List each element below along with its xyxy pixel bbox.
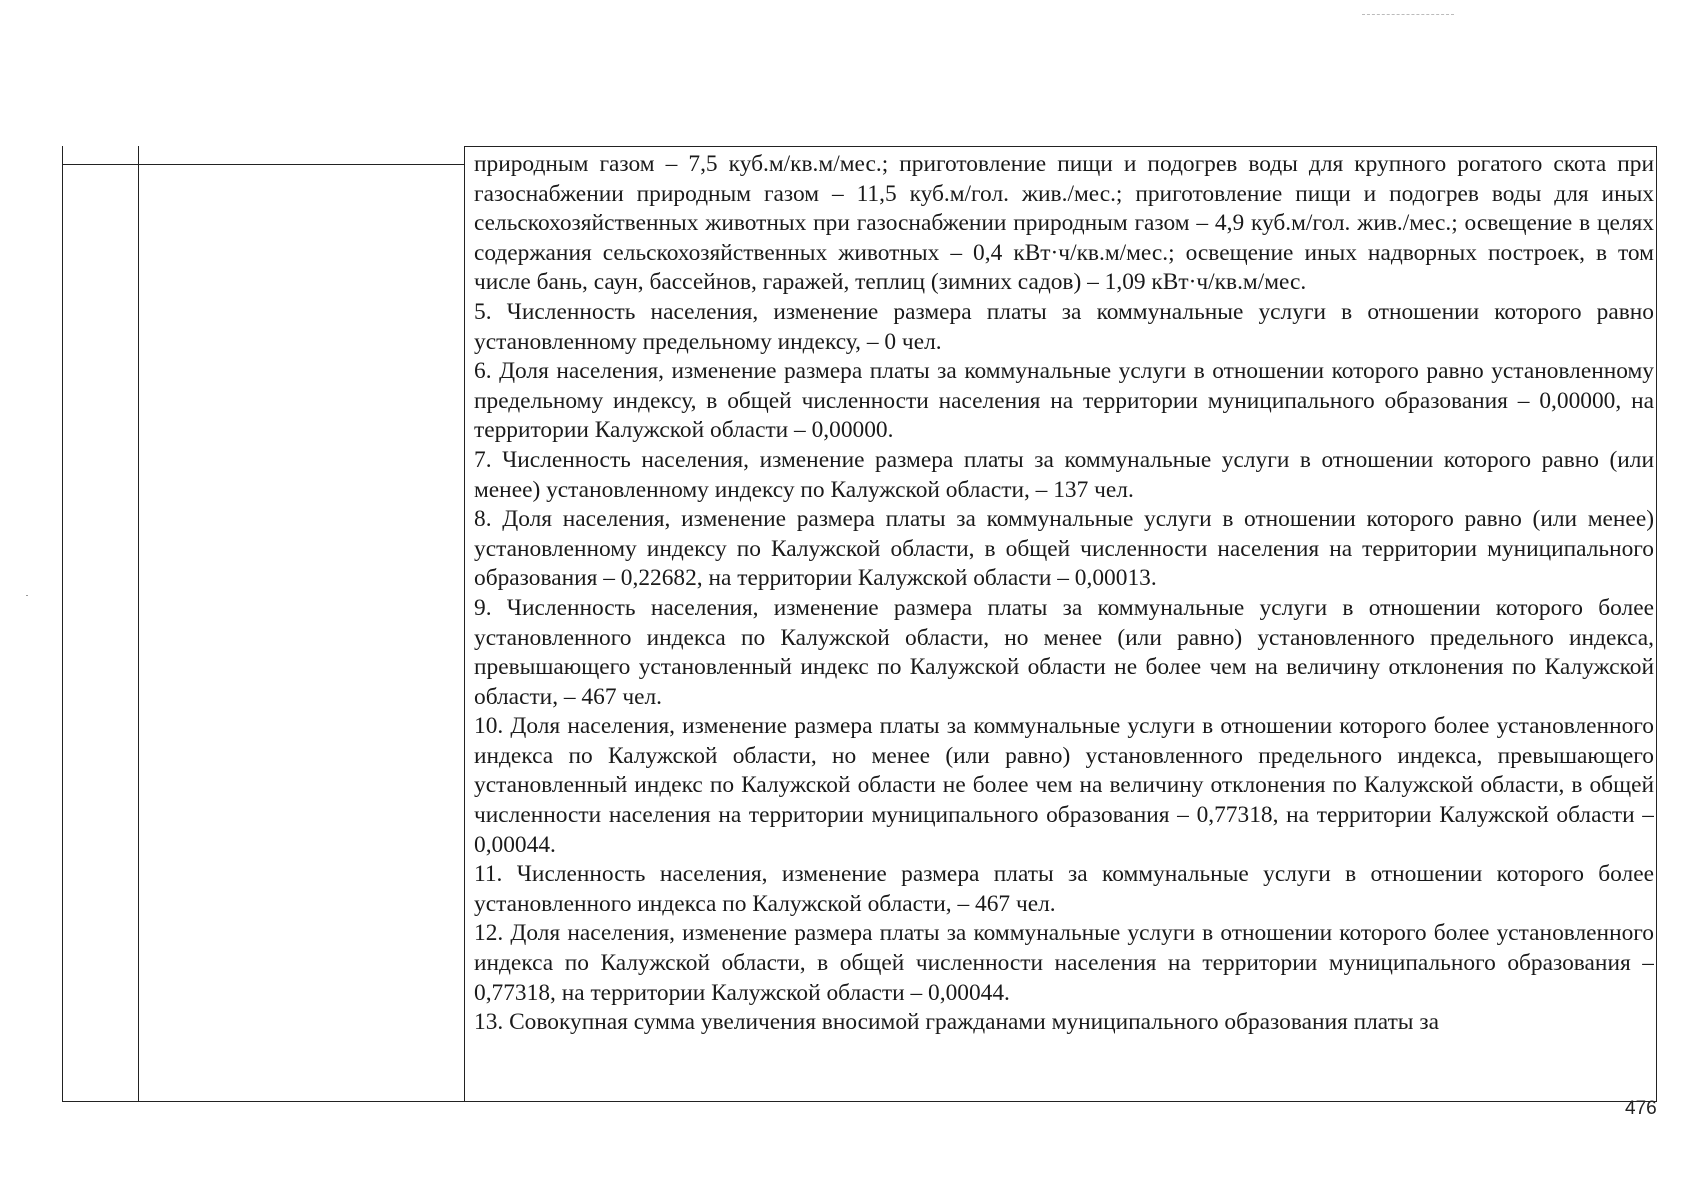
page-number: 476 [1625,1098,1657,1119]
paragraph-item-5: 5. Численность населения, изменение размера платы за коммунальные услуги в отношении которого равно установленному предельному индексу, – 0 чел. [474,298,1654,355]
scan-artifact-mark [1362,14,1454,17]
paragraph-item-9: 9. Численность населения, изменение размера платы за коммунальные услуги в отношении которого более установленного индекса по Калужской области, но менее (или равно) установленного предельного индекса, превышающего установленный индекс по Калужской области не более чем на величину отклонения по Калужской области, – 467 чел. [474,594,1654,710]
paragraph-item-6: 6. Доля населения, изменение размера платы за коммунальные услуги в отношении которого равно установленному предельному индексу, в общей численности населения на территории муниципального образования – 0,00000, на территории Калужской области – 0,00000. [474,358,1654,444]
table-column-divider-1 [138,146,139,1101]
scan-artifact-dot [26,595,28,596]
table-top-border-left [63,164,464,165]
paragraph-continuation: природным газом – 7,5 куб.м/кв.м/мес.; приготовление пищи и подогрев воды для крупного рогатого скота при газоснабжении природным газом – 11,5 куб.м/гол. жив./мес.; приготовление пищи и подогрев воды для иных сельскохозяйственных животных при газоснабжении природным газом – 4,9 куб.м/гол. жив./мес.; освещение в целях содержания сельскохозяйственных животных – 0,4 кВт·ч/кв.м/мес.; освещение иных надворных построек, в том числе бань, саун, бассейнов, гаражей, теплиц (зимних садов) – 1,09 кВт·ч/кв.м/мес. [474,151,1654,296]
paragraph-item-10: 10. Доля населения, изменение размера платы за коммунальные услуги в отношении которого более установленного индекса по Калужской области, но менее (или равно) установленного предельного индекса, превышающего установленный индекс по Калужской области не более чем на величину отклонения по Калужской области, в общей численности населения на территории муниципального образования – 0,77318, на территории Калужской области – 0,00044. [474,713,1654,858]
paragraph-item-11: 11. Численность населения, изменение размера платы за коммунальные услуги в отношении которого более установленного индекса по Калужской области, – 467 чел. [474,861,1654,917]
table-text-cell [474,146,1654,1106]
paragraph-item-12: 12. Доля населения, изменение размера платы за коммунальные услуги в отношении которого более установленного индекса по Калужской области, в общей численности населения на территории муниципального образования – 0,77318, на территории Калужской области – 0,00044. [474,920,1654,1006]
paragraph-item-13: 13. Совокупная сумма увеличения вносимой гражданами муниципального образования платы за [474,1009,1439,1036]
paragraph-item-7: 7. Численность населения, изменение размера платы за коммунальные услуги в отношении которого равно (или менее) установленному индексу по Калужской области, – 137 чел. [474,446,1654,503]
paragraph-item-8: 8. Доля населения, изменение размера платы за коммунальные услуги в отношении которого равно (или менее) установленному индексу по Калужской области, в общей численности населения на территории муниципального образования – 0,22682, на территории Калужской области – 0,00013. [474,506,1654,592]
table-column-divider-2 [464,146,465,1101]
